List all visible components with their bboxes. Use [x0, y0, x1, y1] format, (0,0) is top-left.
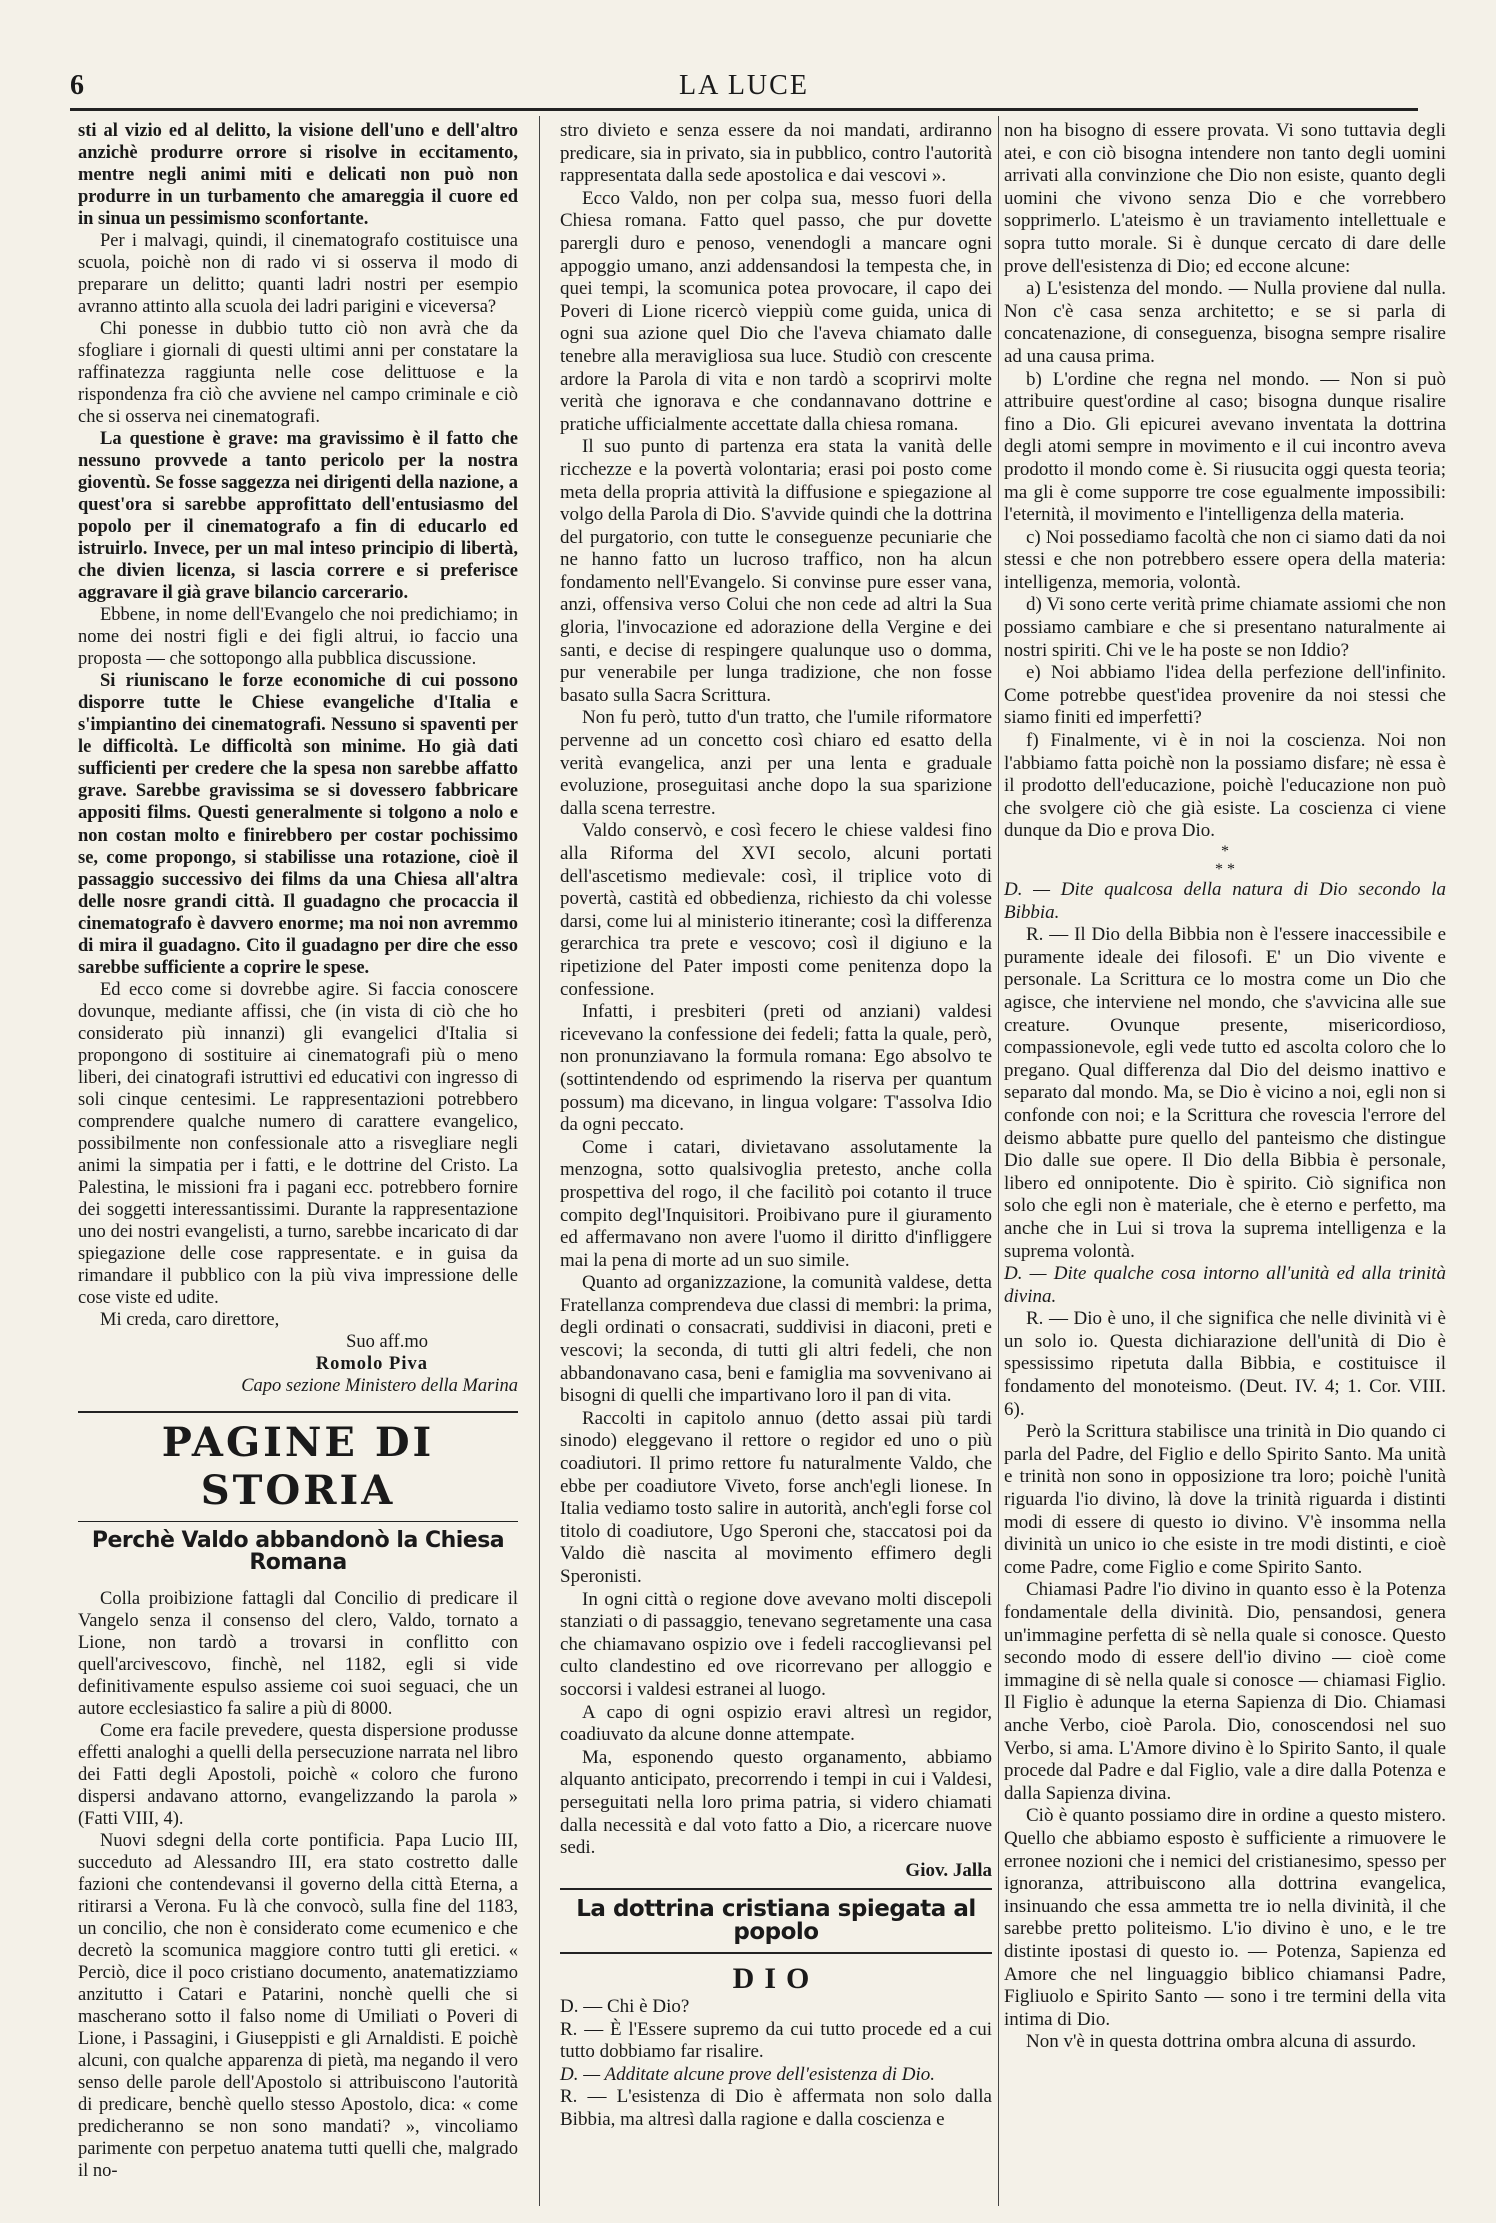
question: D. — Chi è Dio? — [560, 1996, 690, 2018]
signature-salutation: Suo aff.mo — [346, 1331, 428, 1352]
question: D. — Dite qualcosa della natura di Dio secondo la Bibbia. — [1004, 879, 1446, 923]
page-number: 6 — [70, 70, 84, 101]
catechism-heading: DIO — [732, 1961, 820, 1995]
paragraph: f) Finalmente, vi è in noi la coscienza. Noi non l'abbiamo fatta poichè non la possiamo disfare; nè essa è il prodotto dell'educazione, poichè l'educazione non può che svolgere ciò che già esiste. La coscienza ci viene dunque da Dio e prova Dio. — [1004, 730, 1446, 842]
signature-author: Romolo Piva — [315, 1353, 428, 1374]
question: D. — Dite qualche cosa intorno all'unità ed alla trinità divina. — [1004, 1263, 1446, 1307]
paragraph: Non v'è in questa dottrina ombra alcuna di assurdo. — [1026, 2031, 1417, 2053]
paragraph: Come era facile prevedere, questa dispersione produsse effetti analoghi a quelli della persecuzione narrata nel libro dei Fatti degli Apostoli, poichè « coloro che furono dispersi andavano attorno, evangelizzando la parola » (Fatti VIII, 4). — [78, 1721, 518, 1830]
section-rule — [78, 1411, 518, 1413]
paragraph: Il suo punto di partenza era stata la vanità delle ricchezze e la povertà volontaria; erasi poi posto come meta della propria attività la diffusione e spiegazione al volgo della Parola di Dio. S'avvide quindi che la dottrina del purgatorio, con tutte le conseguenze pecuniarie che ne hanno fatto un lucroso traffico, non ha alcun fondamento nell'Evangelo. Si convinse pure esser vana, anzi, offensiva verso Colui che non cede ad altri la Sua gloria, l'invocazione ed adorazione della Vergine e dei santi, e decise di respingere qualunque uso o domma, pur venerabile per lunga tradizione, che non fosse basato sulla Sacra Scrittura. — [560, 436, 992, 706]
paragraph: a) L'esistenza del mondo. — Nulla proviene dal nulla. Non c'è casa senza architetto; e se si parla di concatenazione, di conseguenza, bisogna sempre risalire ad una causa prima. — [1004, 278, 1446, 367]
newspaper-title: LA LUCE — [679, 70, 809, 101]
paragraph: Ciò è quanto possiamo dire in ordine a questo mistero. Quello che abbiamo esposto è sufficiente a rimuovere le erronee nozioni che i nemici del cristianesimo, spesso per ignoranza, attribuiscono alla dottrina evangelica, insinuando che essa ammetta tre io nella divinità, il che sarebbe pretto politeismo. L'io divino è uno, e le tre distinte ipostasi di questo io. — Potenza, Sapienza ed Amore che nel linguaggio biblico chiamansi Padre, Figliuolo e Spirito Santo — sono i tre termini della vita intima di Dio. — [1004, 1805, 1446, 2030]
paragraph: In ogni città o regione dove avevano molti discepoli stanziati o di passaggio, tenevano segretamente una casa che chiamavano ospizio ove i fedeli raccoglievansi pel culto clandestino ed ove ricorrevano per alloggio e soccorsi i valdesi estranei al luogo. — [560, 1588, 992, 1700]
paragraph: Ebbene, in nome dell'Evangelo che noi predichiamo; in nome dei nostri figli e dei figli altrui, io faccio una proposta — che sottopongo alla pubblica discussione. — [78, 605, 518, 670]
paragraph: Non fu però, tutto d'un tratto, che l'umile riformatore pervenne ad un concetto così chiaro ed esatto della verità evangelica, anzi per una lenta e graduale evoluzione, proseguitasi anche dopo la sua sparizione dalla scena terrestre. — [560, 707, 992, 819]
paragraph: d) Vi sono certe verità prime chiamate assiomi che non possiamo cambiare e che si presentano naturalmente ai nostri spiriti. Chi ve le ha poste se non Iddio? — [1004, 594, 1446, 661]
paragraph: A capo di ogni ospizio eravi altresì un regidor, coadiuvato da alcune donne attempate. — [560, 1701, 992, 1746]
signature-role: Capo sezione Ministero della Marina — [241, 1375, 518, 1396]
paragraph: Nuovi sdegni della corte pontificia. Papa Lucio III, succeduto ad Alessandro III, era stato costretto dalle fazioni che contendevansi il governo della città Eterna, a ritirarsi a Verona. Fu là che convocò, sulla fine del 1183, un concilio, che non è considerato come ecumenico e che decretò la scomunica maggiore contro tutti gli eretici. « Perciò, dice il poco cristiano documento, anatematizziamo anzitutto i Catari e Patarini, nonchè quelli che si mascherano sotto il falso nome di Umiliati o Poveri di Lione, i Passagini, i Giuseppisti e gli Arnaldisti. E poichè alcuni, con qualche apparenza di pietà, ma negando il vero senso delle parole dell'Apostolo si attribuiscono l'autorità di predicare, benchè quello stesso Apostolo, dica: « come predicheranno se non sono mandati? », vincoliamo parimente con perpetuo anatema tutti quelli che, malgrado il no- — [78, 1831, 518, 2182]
paragraph: sti al vizio ed al delitto, la visione dell'uno e dell'altro anzichè produrre orrore si risolve in eccitamento, mentre negli animi miti e delicati non può non produrre in un turbamento che amareggia il cuore ed in sinua un pessimismo sconfortante. — [78, 121, 518, 230]
paragraph: La questione è grave: ma gravissimo è il fatto che nessuno provvede a tanto pericolo per la nostra gioventù. Se fosse saggezza nei dirigenti della nazione, a quest'ora si sarebbe approfittato dell'entusiasmo del popolo per il cinematografo a fin di educarlo ed istruirlo. Invece, per un mal inteso principio di libertà, che divien licenza, si lascia correre e si preferisce aggravare il già grave bilancio carcerario. — [78, 429, 518, 604]
closing-line: Mi creda, caro direttore, — [100, 1309, 280, 1330]
answer: R. — Il Dio della Bibbia non è l'essere inaccessibile e puramente ideale dei filosofi. E' un Dio vivente e personale. La Scrittura ce lo mostra come un Dio che agisce, che interviene nel mondo, che s'avvicina alle sue creature. Ovunque presente, misericordioso, compassionevole, egli vede tutto ed ascolta coloro che lo pregano. Qual differenza dal Dio del deismo inattivo e separato dal mondo. Ma, se Dio è vicino a noi, egli non si confonde con noi; e la Scrittura che rovescia l'errore del deismo abbatte pure quello del panteismo che distingue Dio dalle sue opere. Il Dio della Bibbia è personale, libero ed onnipotente. Dio è spirito. Ciò significa non solo che egli non è materiale, che è eterno e perfetto, ma anche che in Lui si trova la suprema intelligenza e la suprema volontà. — [1004, 924, 1446, 1262]
section-rule — [78, 1521, 518, 1522]
paragraph: stro divieto e senza essere da noi mandati, ardiranno predicare, sia in privato, sia in pubblico, contro l'autorità rappresentata dalla sede apostolica e dai vescovi ». — [560, 120, 992, 187]
answer: R. — Dio è uno, il che significa che nelle divinità vi è un solo io. Questa dichiarazione dell'unità di Dio è spessissimo ripetuta dalla Bibbia, e costituisce il fondamento del monoteismo. (Deut. IV. 4; 1. Cor. VIII. 6). — [1004, 1308, 1446, 1420]
asterism-divider: * * * — [1215, 843, 1235, 878]
paragraph: Come i catari, divietavano assolutamente la menzogna, sotto qualsivoglia pretesto, anche colla prospettiva del rogo, il che facilitò poi cotanto il truce compito degl'Inquisitori. Proibivano pure il giuramento ed affermavano non avere l'uomo il diritto d'infliggere mai la pena di morte ad un suo simile. — [560, 1136, 992, 1271]
paragraph: Chiamasi Padre l'io divino in quanto esso è la Potenza fondamentale della divinità. Dio, pensandosi, genera un'immagine perfetta di sè nella quale si conosce. Questo secondo modo di essere dell'io divino — cioè come immagine di sè nella quale si conosce — chiamasi Figlio. Il Figlio è adunque la eterna Sapienza di Dio. Chiamasi anche Verbo, cioè Parola. Dio, conoscendosi nel suo Verbo, si ama. L'Amore divino è lo Spirito Santo, il quale procede dal Padre e dal Figlio, vale a dire dalla Potenza e dalla Sapienza divina. — [1004, 1579, 1446, 1804]
column-divider — [998, 116, 999, 2206]
paragraph: b) L'ordine che regna nel mondo. — Non si può attribuire quest'ordine al caso; bisogna dunque risalire fino a Dio. Gli epicurei avevano inventata la dottrina degli atomi sempre in movimento e il cui incontro aveva prodotto il mondo come è. Si riusucita oggi questa teoria; ma gli è come supporre tre cose egualmente impossibili: l'eternità, il movimento e l'intelligenza della materia. — [1004, 368, 1446, 526]
column-2 — [560, 120, 992, 2132]
paragraph: non ha bisogno di essere provata. Vi sono tuttavia degli atei, e con ciò bisogna intendere non tanto degli uomini arrivati alla convinzione che Dio non esiste, quanto degli uomini che vivono senza Dio e che vorrebbero sopprimerlo. L'ateismo è un traviamento intellettuale e sopra tutto morale. Si è dunque cercato di dare delle prove dell'esistenza di Dio; ed eccone alcune: — [1004, 120, 1446, 277]
paragraph: Quanto ad organizzazione, la comunità valdese, detta Fratellanza comprendeva due classi di membri: la prima, degli ordinati o consacrati, suddivisi in diaconi, preti e vescovi; la seconda, di tutti gli altri fedeli, che non abbandonavano casa, beni e famiglia ma sovvenivano ai bisogni di quelli che impartivano loro il pan di vita. — [560, 1272, 992, 1407]
paragraph: Ma, esponendo questo organamento, abbiamo alquanto anticipato, precorrendo i tempi in cui i Valdesi, perseguitati nella loro prima patria, si videro chiamati dalla necessità e dal voto fatto a Dio, a ricercare nuove sedi. — [560, 1746, 992, 1859]
answer: R. — È l'Essere supremo da cui tutto procede ed a cui tutto dobbiamo far risalire. — [560, 2018, 992, 2063]
paragraph: Valdo conservò, e così fecero le chiese valdesi fino alla Riforma del XVI secolo, alcuni portati dell'ascetismo medievale: così, il triplice voto di povertà, castità ed obbedienza, richiesto da chi volesse darsi, come lui al ministerio itinerante; così la differenza gerarchica tra prete e vescovo; così il digiuno e la ripetizione del Pater imposti come penitenza dopo la confessione. — [560, 820, 992, 1000]
paragraph: Ed ecco come si dovrebbe agire. Si faccia conoscere dovunque, mediante affissi, che (in vista di ciò che ho considerato più innanzi) gli evangelici d'Italia si propongono di sostituire ai cinematografi più o meno liberi, dei cinatografi istruttivi ed educativi con ingresso di soli cinque centesimi. Le rappresentazioni potrebbero comprendere qualche numero di carattere evangelico, possibilmente non confessionale atto a risvegliare negli animi la simpatia per i fatti, e le dottrine del Cristo. La Palestina, le missioni fra i pagani ecc. potrebbero fornire dei soggetti interessantissimi. Durante la rappresentazione uno dei nostri evangelisti, a turno, sarebbe incaricato di dar spiegazione delle cose rappresentate. e in guisa da rimandare il pubblico con la più viva impressione delle cose viste ed udite. — [78, 979, 518, 1308]
paragraph: Ecco Valdo, non per colpa sua, messo fuori della Chiesa romana. Fatto quel passo, che pur dovette parergli duro e penoso, venendogli a mancare ogni appoggio umano, anzi addensandosi la tempesta che, in quei tempi, la scomunica potea provocare, il capo dei Poveri di Lione ricercò vieppiù come guida, unica di ogni sua azione quel Dio che l'aveva chiamato dalle tenebre alla meravigliosa sua luce. Studiò con crescente ardore la Parola di vita e non tardò a scoprirvi molte verità che ignorava e che condannavano dottrine e pratiche ufficialmente accettate dalla chiesa romana. — [560, 187, 992, 435]
article-title: Perchè Valdo abbandonò la Chiesa Romana — [91, 1527, 505, 1575]
column-3 — [1004, 120, 1446, 2054]
paragraph: Per i malvagi, quindi, il cinematografo costituisce una scuola, poichè non di rado vi si osserva il modo di preparare un delitto; quanti ladri nostri per esempio avranno attinto alla scuola dei ladri parigini e viceversa? — [78, 231, 518, 318]
section-title: PAGINE DI STORIA — [161, 1418, 435, 1514]
paragraph: Infatti, i presbiteri (preti od anziani) valdesi ricevevano la confessione dei fedeli; fatta la quale, però, non pronunziavano la formula romana: Ego absolvo te (sottintendendo od esprimendo la riserva per quantum possum) ma dicevano, in lingua volgare: T'assolva Idio da ogni peccato. — [560, 1001, 992, 1136]
question: D. — Additate alcune prove dell'esistenza di Dio. — [560, 2063, 936, 2085]
column-1 — [78, 120, 518, 2182]
article-signature: Giov. Jalla — [905, 1859, 992, 1881]
answer: R. — L'esistenza di Dio è affermata non solo dalla Bibbia, ma altresì dalla ragione e dalla coscienza e — [560, 2086, 992, 2131]
paragraph: Colla proibizione fattagli dal Concilio di predicare il Vangelo senza il consenso del clero, Valdo, tornato a Lione, non tardò a trovarsi in conflitto con quell'arcivescovo, finchè, nel 1182, egli si vide definitivamente espulso assieme coi suoi seguaci, che un autore ecclesiastico fa salire a più di 8000. — [78, 1588, 518, 1720]
header-rule — [70, 108, 1418, 111]
paragraph: e) Noi abbiamo l'idea della perfezione dell'infinito. Come potrebbe quest'idea provenire da noi stessi che siamo finiti ed imperfetti? — [1004, 662, 1446, 729]
paragraph: Si riuniscano le forze economiche di cui possono disporre tutte le Chiese evangeliche d'Italia e s'impiantino dei cinematografi. Nessuno si spaventi per le difficoltà. Le difficoltà son minime. Ho già dati sufficienti per credere che la spesa non sarebbe affatto grave. Sarebbe gravissima se si dovessero fabbricare appositi films. Questi generalmente si tolgono a nolo e non costan molto e finirebbero per costar pochissimo se, come propongo, si stabilisse una rotazione, cioè il passaggio successivo dei films da una Chiesa all'altra delle nosre grandi città. Il guadagno che procaccia il cinematografo è davvero enorme; ma noi non avremmo di mira il guadagno. Cito il guadagno per dire che esso sarebbe sufficiente a coprire le spese. — [78, 671, 518, 978]
catechism-title: La dottrina cristiana spiegata al popolo — [560, 1888, 992, 1953]
page-header — [70, 70, 1418, 106]
paragraph: Chi ponesse in dubbio tutto ciò non avrà che da sfogliare i giornali di questi ultimi anni per constatare la raffinatezza raggiunta nelle cose delittuose e la rispondenza fra ciò che avviene nel campo criminale e ciò che si osserva nei cinematografi. — [78, 319, 518, 428]
column-divider — [539, 116, 540, 2206]
paragraph: Però la Scrittura stabilisce una trinità in Dio quando ci parla del Padre, del Figlio e dello Spirito Santo. Ma unità e trinità non sono in opposizione tra loro; poichè l'unità riguarda l'io divino, là dove la trinità riguarda i distinti modi di essere di questo io divino. V'è insomma nella divinità un unico io che esiste in tre modi distinti, e cioè come Padre, come Figlio e come Spirito Santo. — [1004, 1421, 1446, 1578]
paragraph: Raccolti in capitolo annuo (detto assai più tardi sinodo) eleggevano il rettore o regidor ed uno o più coadiutori. Il primo rettore fu naturalmente Valdo, che ebbe per coadiutore Viveto, forse anch'egli lionese. In Italia vediamo tosto salire in autorità, anch'egli forse col titolo di coadiutore, Ugo Speroni che, staccatosi poi da Valdo diè nascita al movimento effimero degli Speronisti. — [560, 1407, 992, 1587]
paragraph: c) Noi possediamo facoltà che non ci siamo dati da noi stessi e che non potrebbero essere opera della materia: intelligenza, memoria, volontà. — [1004, 526, 1446, 593]
